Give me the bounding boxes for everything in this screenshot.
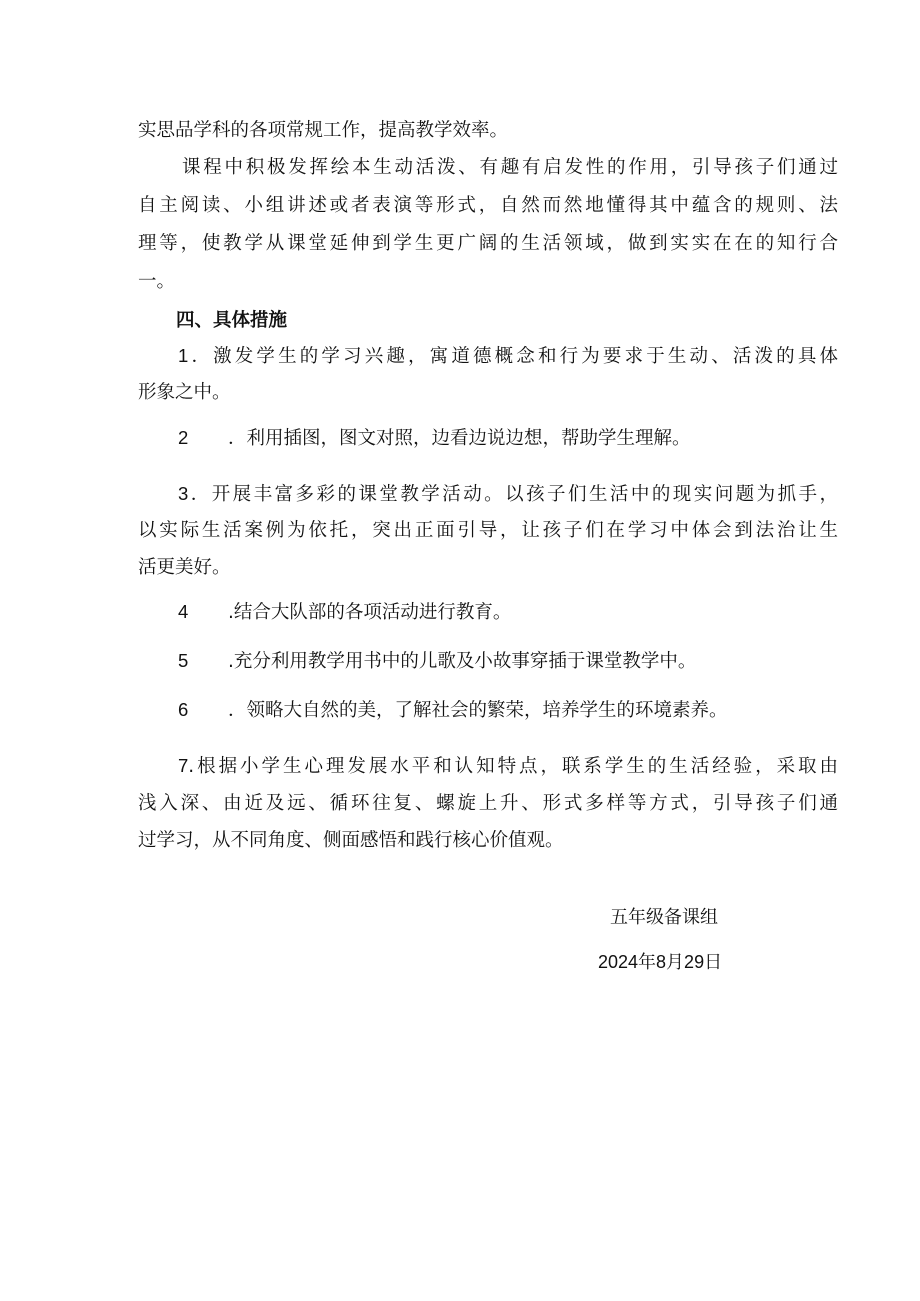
measure-text: .根据小学生心理发展水平和认知特点，联系学生的生活经验，采取由	[188, 756, 838, 777]
measure-text: ．开展丰富多彩的课堂教学活动。以孩子们生活中的现实问题为抓手，	[188, 484, 838, 505]
paragraph-line: 理等，使教学从课堂延伸到学生更广阔的生活领域，做到实实在在的知行合	[138, 233, 838, 254]
measure-text: ．领略大自然的美，了解社会的繁荣，培养学生的环境素养。	[228, 700, 728, 721]
measure-item-6	[178, 698, 728, 723]
measure-item-5	[178, 649, 696, 674]
measure-line: 过学习，从不同角度、侧面感悟和践行核心价值观。	[138, 830, 564, 851]
measure-line: 形象之中。	[138, 382, 231, 403]
measure-item-7	[178, 754, 838, 779]
measure-item-3	[178, 482, 838, 507]
measure-number: 6	[178, 699, 189, 720]
measure-number: 2	[178, 427, 189, 448]
measure-item-4	[178, 600, 511, 625]
paragraph-line: 实思品学科的各项常规工作，提高教学效率。	[138, 120, 509, 141]
paragraph-line: 自主阅读、小组讲述或者表演等形式，自然而然地懂得其中蕴含的规则、法	[138, 195, 838, 216]
measure-item-2	[178, 426, 691, 451]
measure-text: .结合大队部的各项活动进行教育。	[228, 602, 512, 623]
paragraph-line: 一。	[138, 271, 176, 292]
measure-text: ．激发学生的学习兴趣，寓道德概念和行为要求于生动、活泼的具体	[188, 346, 838, 367]
measure-number: 1	[178, 345, 189, 366]
measure-number: 5	[178, 650, 189, 671]
measure-number: 7	[178, 755, 189, 776]
signature-group: 五年级备课组	[610, 907, 718, 928]
measure-number: 4	[178, 601, 189, 622]
measure-line: 浅入深、由近及远、循环往复、螺旋上升、形式多样等方式，引导孩子们通	[138, 793, 838, 814]
signature-date: 2024年8月29日	[598, 952, 723, 972]
section-heading: 四、具体措施	[176, 310, 288, 331]
measure-text: ．利用插图，图文对照，边看边说边想，帮助学生理解。	[228, 428, 691, 449]
measure-line: 以实际生活案例为依托，突出正面引导，让孩子们在学习中体会到法治让生	[138, 520, 838, 541]
measure-number: 3	[178, 483, 189, 504]
paragraph-line: 课程中积极发挥绘本生动活泼、有趣有启发性的作用，引导孩子们通过	[182, 157, 838, 178]
measure-item-1	[178, 344, 838, 369]
measure-line: 活更美好。	[138, 557, 231, 578]
measure-text: .充分利用教学用书中的儿歌及小故事穿插于课堂教学中。	[228, 651, 697, 672]
